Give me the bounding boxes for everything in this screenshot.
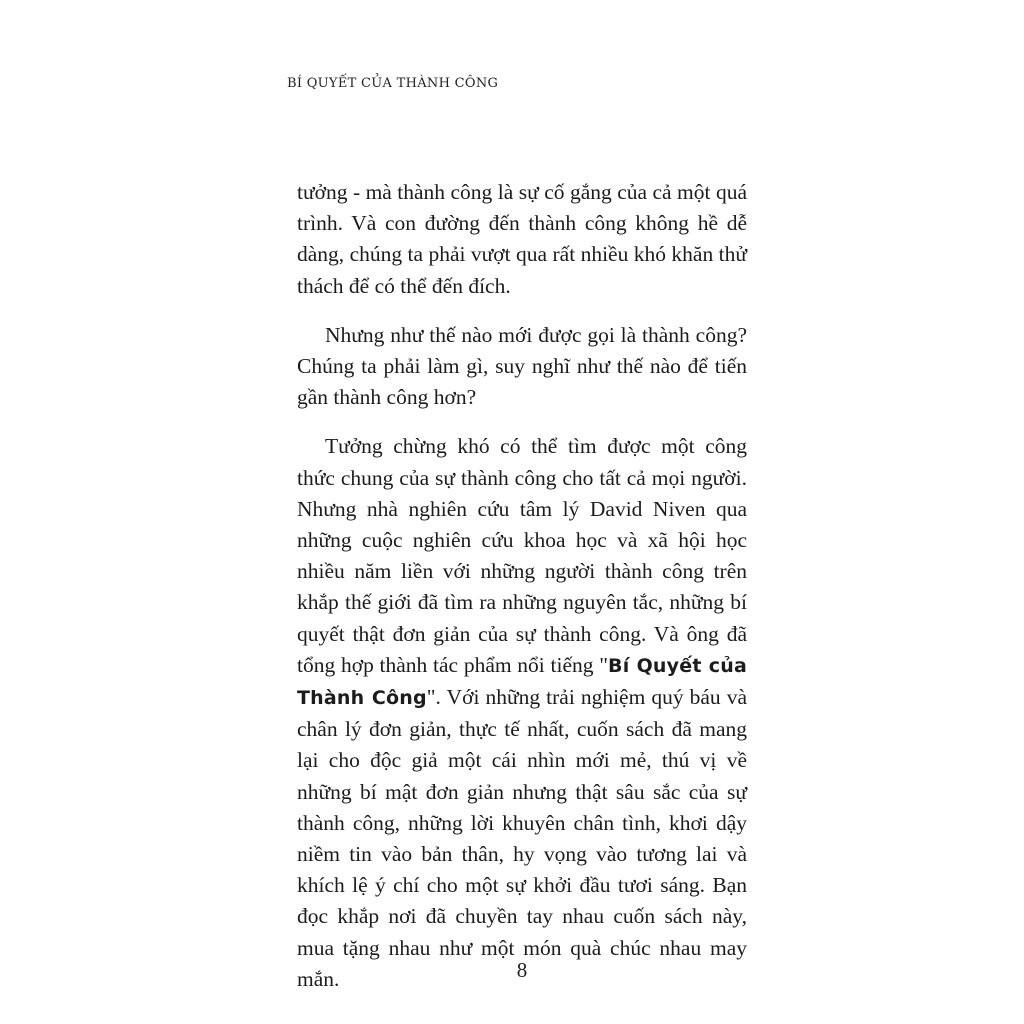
paragraph-3-text-after: ". Với những trải nghiệm quý báu và chân lý đơn giản, thực tế nhất, cuốn sách đã mang lại cho độc giả một cái nhìn mới mẻ, thú vị về những bí mật đơn giản nhưng thật sâu sắc của sự thành công, những lời khuyên chân tình, khơi dậy niềm tin vào bản thân, hy vọng vào tương lai và khích lệ ý chí cho một sự khởi đầu tươi sáng. Bạn đọc khắp nơi đã chuyền tay nhau cuốn sách này, mua tặng nhau như một món quà chúc nhau may mắn. (297, 685, 747, 991)
page-number: 8 (516, 958, 528, 982)
running-head: BÍ QUYẾT CỦA THÀNH CÔNG (287, 76, 499, 91)
book-title-bold: Bí Quyết của Thành Công (297, 654, 747, 710)
paragraph-3-text-before: Tưởng chừng khó có thể tìm được một công thức chung của sự thành công cho tất cả mọi người. Nhưng nhà nghiên cứu tâm lý David Niven qua những cuộc nghiên cứu khoa học và xã hội học nhiều năm liền với những người thành công trên khắp thế giới đã tìm ra những nguyên tắc, những bí quyết thật đơn giản của sự thành công. Và ông đã tổng hợp thành tác phẩm nổi tiếng " (297, 434, 747, 677)
paragraph-3 (297, 431, 747, 995)
paragraph-1: tưởng - mà thành công là sự cố gắng của cả một quá trình. Và con đường đến thành công không hề dễ dàng, chúng ta phải vượt qua rất nhiều khó khăn thử thách để có thể đến đích. (297, 180, 747, 298)
body-text (297, 177, 747, 995)
paragraph-2: Nhưng như thế nào mới được gọi là thành công? Chúng ta phải làm gì, suy nghĩ như thế nào để tiến gần thành công hơn? (297, 322, 747, 410)
